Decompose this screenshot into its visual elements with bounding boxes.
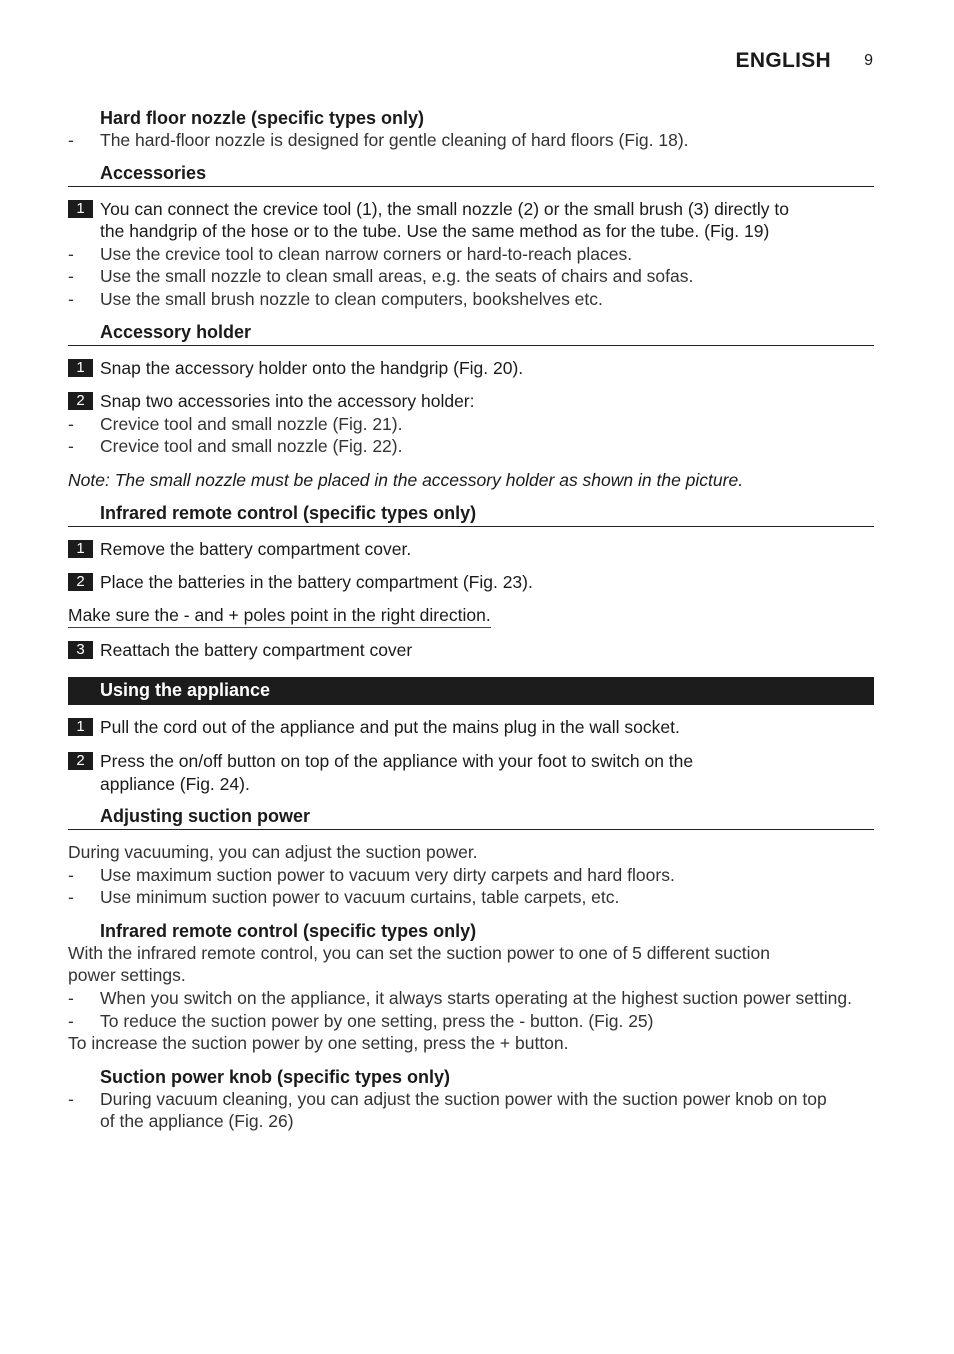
step-item: 2 Snap two accessories into the accessory holder: bbox=[68, 390, 874, 413]
document-body bbox=[68, 107, 874, 1133]
list-item: - Use the small nozzle to clean small areas, e.g. the seats of chairs and sofas. bbox=[68, 266, 694, 287]
list-item: - Use maximum suction power to vacuum very dirty carpets and hard floors. bbox=[68, 864, 675, 885]
paragraph: To increase the suction power by one setting, press the + button. bbox=[68, 1033, 569, 1054]
step-item: 1 You can connect the crevice tool (1), the small nozzle (2) or the small brush (3) directly to the handgrip of the hose or to the tube. Use the same method as for the tube. (Fig. 19) bbox=[68, 198, 874, 243]
subheading-infrared-remote: Infrared remote control (specific types only) bbox=[100, 920, 477, 941]
language-label: ENGLISH bbox=[735, 49, 831, 72]
step-number: 2 bbox=[68, 752, 93, 770]
list-item: - When you switch on the appliance, it always starts operating at the highest suction power setting. bbox=[68, 988, 852, 1009]
section-heading-suction-power: Adjusting suction power bbox=[68, 805, 874, 830]
chapter-heading-using-appliance: Using the appliance bbox=[68, 677, 874, 705]
page-header bbox=[0, 47, 954, 75]
list-item: - Use the small brush nozzle to clean computers, bookshelves etc. bbox=[68, 288, 603, 309]
paragraph: During vacuuming, you can adjust the suction power. bbox=[68, 842, 478, 863]
step-item: 1 Pull the cord out of the appliance and put the mains plug in the wall socket. bbox=[68, 716, 874, 739]
page-number: 9 bbox=[864, 52, 873, 69]
subheading-hard-floor: Hard floor nozzle (specific types only) bbox=[100, 108, 425, 128]
section-heading-accessories: Accessories bbox=[68, 162, 874, 187]
step-number: 2 bbox=[68, 573, 93, 591]
list-item: - Crevice tool and small nozzle (Fig. 22). bbox=[68, 436, 403, 457]
list-item: - To reduce the suction power by one setting, press the - button. (Fig. 25) bbox=[68, 1010, 654, 1031]
step-number: 1 bbox=[68, 718, 93, 736]
step-item: 3 Reattach the battery compartment cover bbox=[68, 639, 874, 662]
list-item: - Use minimum suction power to vacuum curtains, table carpets, etc. bbox=[68, 887, 620, 908]
list-item: - During vacuum cleaning, you can adjust the suction power with the suction power knob on top of the appliance (Fig. 26) bbox=[68, 1088, 827, 1132]
step-number: 1 bbox=[68, 540, 93, 558]
paragraph: With the infrared remote control, you can set the suction power to one of 5 different suction power settings. bbox=[68, 942, 771, 986]
list-item: - The hard-floor nozzle is designed for gentle cleaning of hard floors (Fig. 18). bbox=[68, 130, 689, 150]
polarity-warning: Make sure the - and + poles point in the right direction. bbox=[68, 605, 491, 628]
note-text: Note: The small nozzle must be placed in the accessory holder as shown in the picture. bbox=[68, 469, 744, 490]
step-item: 2 Press the on/off button on top of the appliance with your foot to switch on the appliance (Fig. 24). bbox=[68, 750, 874, 795]
step-number: 1 bbox=[68, 359, 93, 377]
step-item: 1 Snap the accessory holder onto the handgrip (Fig. 20). bbox=[68, 357, 874, 380]
list-item: - Use the crevice tool to clean narrow corners or hard-to-reach places. bbox=[68, 243, 633, 264]
step-item: 1 Remove the battery compartment cover. bbox=[68, 538, 874, 561]
step-number: 2 bbox=[68, 392, 93, 410]
section-heading-infrared-remote: Infrared remote control (specific types only) bbox=[68, 502, 874, 527]
step-item: 2 Place the batteries in the battery compartment (Fig. 23). bbox=[68, 571, 874, 594]
step-number: 1 bbox=[68, 200, 93, 218]
section-heading-accessory-holder: Accessory holder bbox=[68, 321, 874, 346]
step-number: 3 bbox=[68, 641, 93, 659]
list-item: - Crevice tool and small nozzle (Fig. 21). bbox=[68, 413, 403, 434]
subheading-suction-knob: Suction power knob (specific types only) bbox=[100, 1066, 451, 1087]
